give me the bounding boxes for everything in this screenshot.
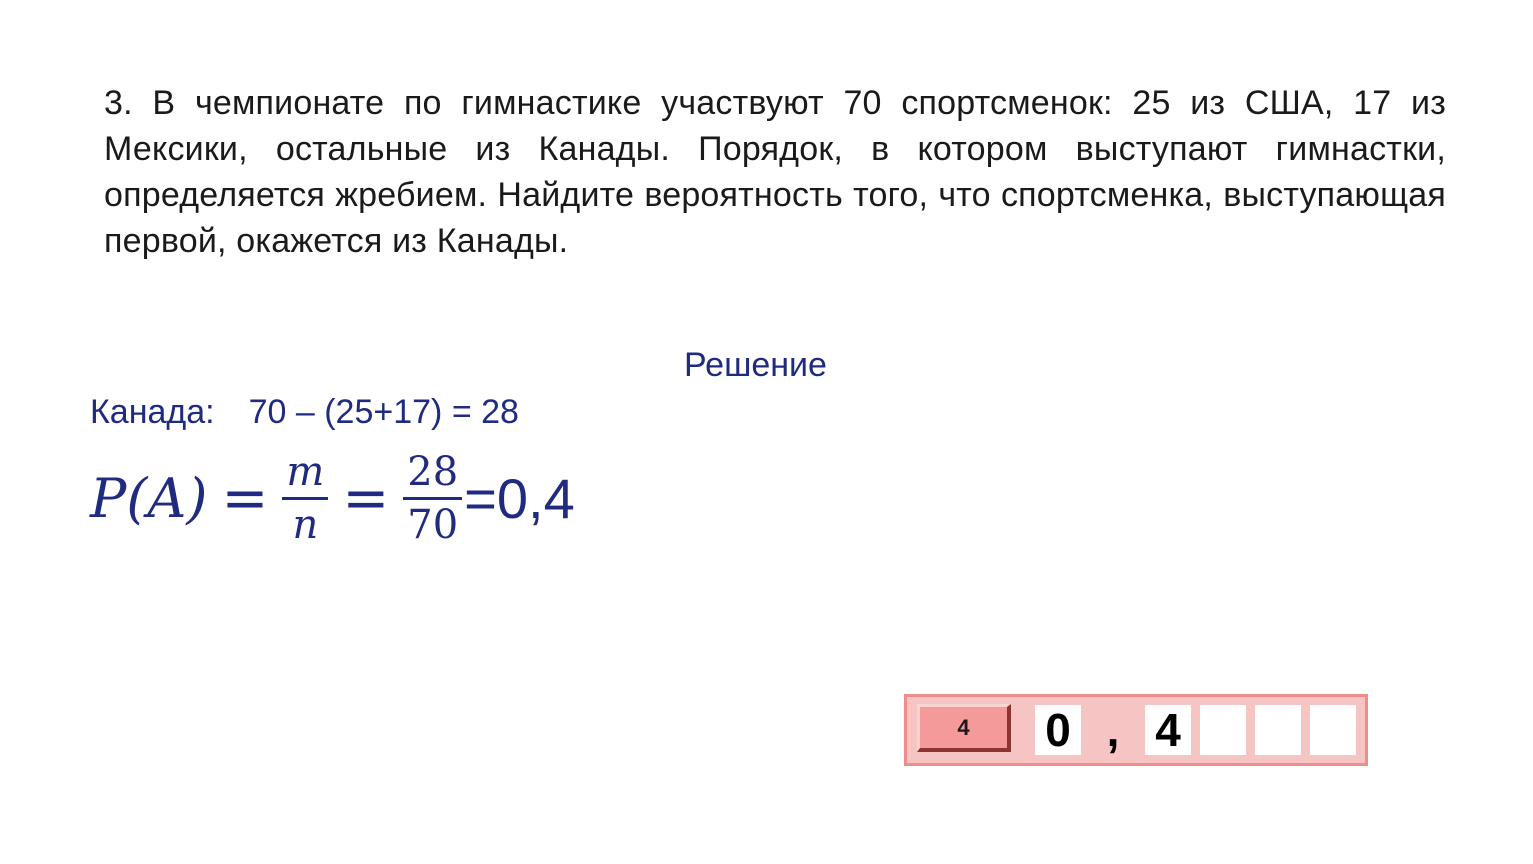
formula-equals-1: = [221, 465, 269, 531]
fraction-bar [403, 497, 462, 500]
answer-cell: , [1106, 704, 1120, 756]
fraction-n-denominator: n [292, 501, 319, 548]
answer-cell: 4 [1145, 705, 1191, 755]
solution-title: Решение [684, 346, 827, 384]
fraction-28-over-70 [403, 449, 462, 548]
answer-cell [1310, 705, 1356, 755]
answer-cell [1200, 705, 1246, 755]
canada-expression: 70 – (25+17) = 28 [248, 393, 519, 431]
answer-cell [1255, 705, 1301, 755]
fraction-m-over-n [282, 449, 328, 548]
canada-label: Канада: [90, 393, 215, 431]
fraction-28-numerator: 28 [407, 448, 459, 495]
fraction-m-numerator: m [286, 448, 325, 495]
answer-box [904, 694, 1368, 766]
formula-equals-2: = [342, 465, 390, 531]
fraction-bar [282, 497, 328, 500]
probability-formula [90, 438, 575, 558]
problem-statement: 3. В чемпионате по гимнастике участвуют 70 спортсменок: 25 из США, 17 из Мексики, остальные из Канады. Порядок, в котором выступают гимнастки, определяется жребием. Найдите вероятность того, что спортсменка, выступающая первой, окажется из Канады. [104, 84, 1446, 260]
formula-lhs: P(A) [90, 466, 208, 530]
answer-cell: 0 [1035, 705, 1081, 755]
fraction-70-denominator: 70 [407, 501, 459, 548]
canada-calculation [90, 393, 519, 432]
task-number-badge: 4 [917, 704, 1011, 752]
formula-result: =0,4 [464, 466, 575, 530]
